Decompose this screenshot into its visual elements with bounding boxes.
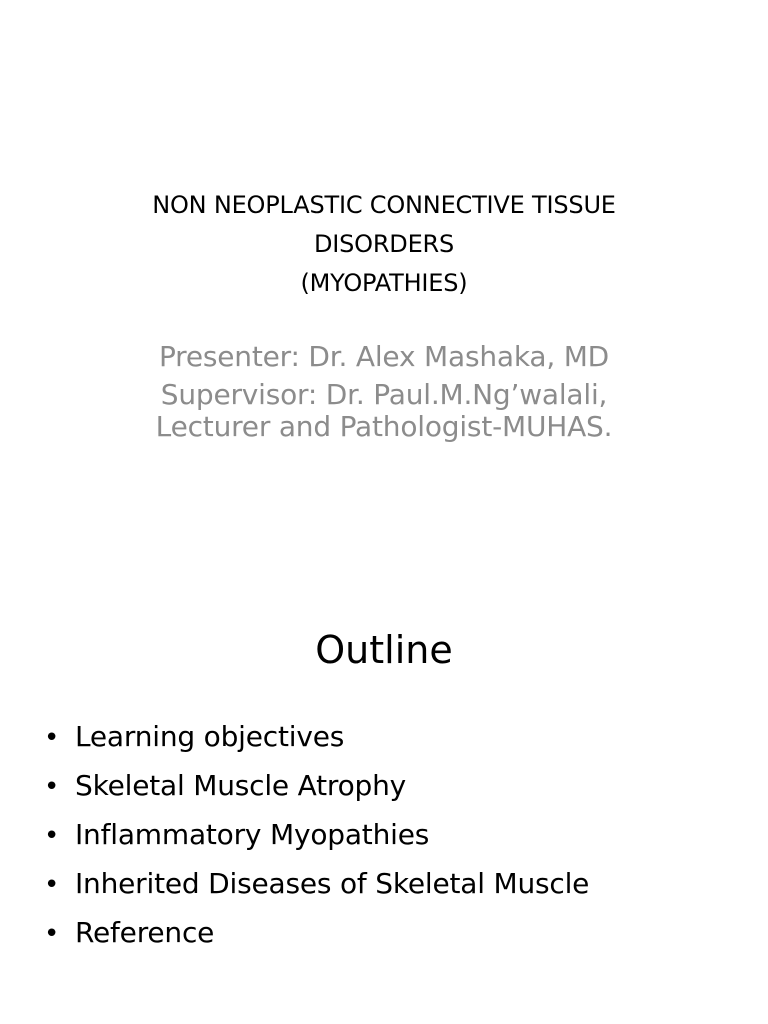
list-item-text: Reference: [75, 916, 215, 949]
list-item: [44, 811, 589, 860]
presenter-text: Presenter: Dr. Alex Mashaka, MD: [158, 340, 610, 373]
bullet-icon: •: [44, 870, 60, 900]
list-item: [44, 762, 589, 811]
list-item: [44, 909, 589, 958]
outline-title: Outline: [315, 628, 453, 672]
list-item: [44, 860, 589, 909]
bullet-icon: •: [44, 821, 60, 851]
bullet-icon: •: [44, 919, 60, 949]
outline-list: [44, 713, 589, 958]
bullet-icon: •: [44, 723, 60, 753]
list-item-text: Inherited Diseases of Skeletal Muscle: [75, 867, 590, 900]
slide-title: [60, 186, 708, 303]
supervisor-affiliation: Lecturer and Pathologist-MUHAS.: [155, 410, 613, 443]
outline-slide: [0, 512, 768, 1024]
list-item-text: Learning objectives: [75, 720, 345, 753]
title-line: DISORDERS: [313, 230, 455, 258]
title-line: (MYOPATHIES): [300, 269, 468, 297]
slide-subtitle: [60, 334, 708, 443]
list-item-text: Skeletal Muscle Atrophy: [75, 769, 406, 802]
supervisor-text: Supervisor: Dr. Paul.M.Ng’walali,: [160, 378, 608, 411]
bullet-icon: •: [44, 772, 60, 802]
title-line: NON NEOPLASTIC CONNECTIVE TISSUE: [152, 191, 616, 219]
list-item-text: Inflammatory Myopathies: [75, 818, 430, 851]
list-item: [44, 713, 589, 762]
